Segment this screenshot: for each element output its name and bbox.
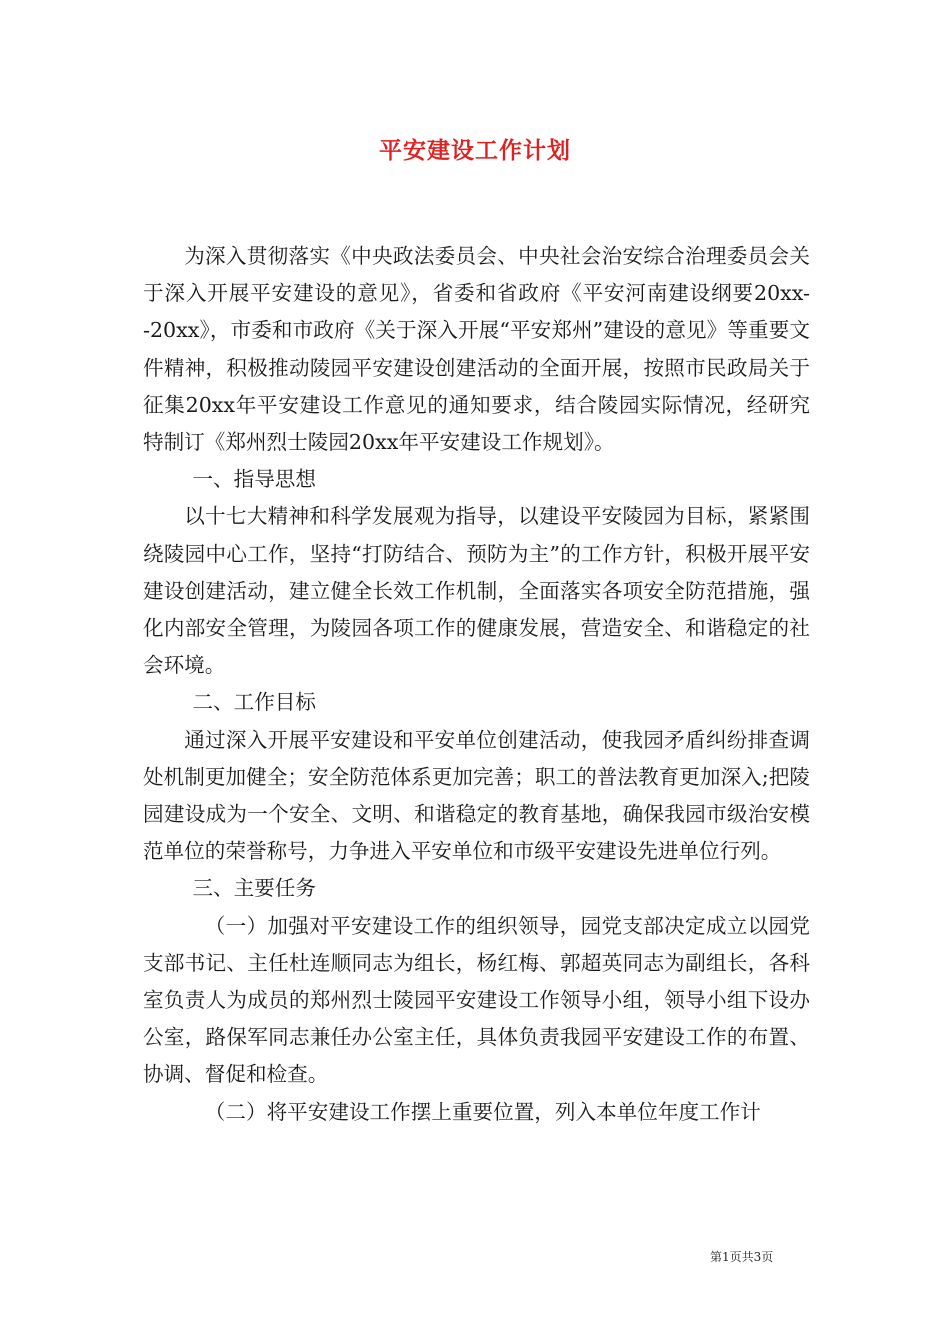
task-1-paragraph: （一）加强对平安建设工作的组织领导，园党支部决定成立以园党支部书记、主任杜连顺同志为组长，杨红梅、郭超英同志为副组长，各科室负责人为成员的郑州烈士陵园平安建设工作领导小组，领导小组下设办公室，路保军同志兼任办公室主任，具体负责我园平安建设工作的布置、协调、督促和检查。	[143, 913, 810, 1087]
document-title: 平安建设工作计划	[379, 137, 571, 164]
guiding-ideology-paragraph: 以十七大精神和科学发展观为指导，以建设平安陵园为目标，紧紧围绕陵园中心工作，坚持“打防结合、预防为主”的工作方针，积极开展平安建设创建活动，建立健全长效工作机制，全面落实各项安全防范措施，强化内部安全管理，为陵园各项工作的健康发展，营造安全、和谐稳定的社会环境。	[143, 504, 810, 678]
section-heading-work-goals: 二、工作目标	[192, 690, 316, 715]
intro-paragraph: 为深入贯彻落实《中央政法委员会、中央社会治安综合治理委员会关于深入开展平安建设的意见》，省委和省政府《平安河南建设纲要20xx--20xx》，市委和市政府《关于深入开展“平安郑州”建设的意见》等重要文件精神，积极推动陵园平安建设创建活动的全面开展，按照市民政局关于征集20xx年平安建设工作意见的通知要求，结合陵园实际情况，经研究特制订《郑州烈士陵园20xx年平安建设工作规划》。	[143, 244, 810, 455]
document-body	[143, 238, 810, 1131]
section-heading-guiding-ideology: 一、指导思想	[192, 467, 316, 492]
page-number-footer: 第1页共3页	[710, 1250, 774, 1264]
section-heading-main-tasks: 三、主要任务	[192, 876, 316, 901]
work-goals-paragraph: 通过深入开展平安建设和平安单位创建活动，使我园矛盾纠纷排查调处机制更加健全；安全防范体系更加完善；职工的普法教育更加深入;把陵园建设成为一个安全、文明、和谐稳定的教育基地，确保我园市级治安模范单位的荣誉称号，力争进入平安单位和市级平安建设先进单位行列。	[143, 727, 810, 864]
task-2-paragraph: （二）将平安建设工作摆上重要位置，列入本单位年度工作计	[204, 1099, 761, 1124]
